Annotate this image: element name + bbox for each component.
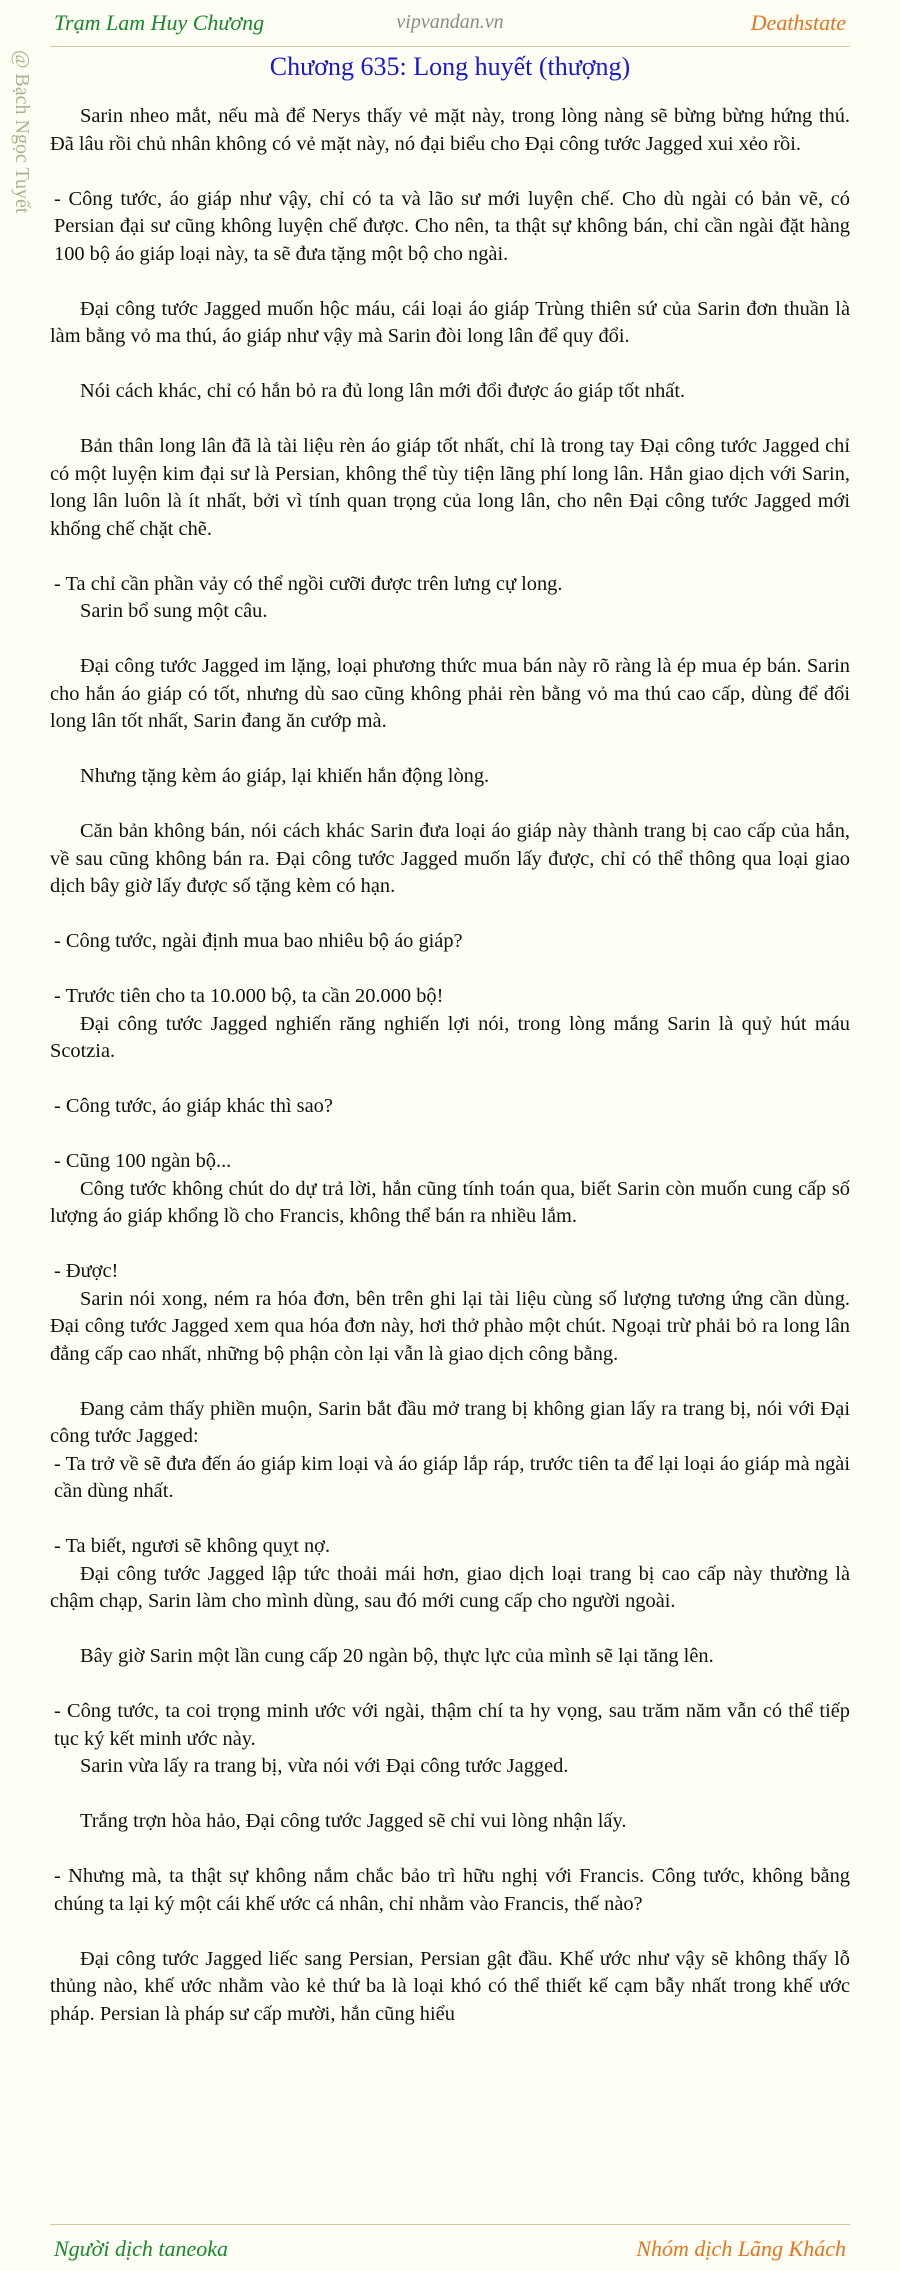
paragraph [50,103,850,158]
paragraph [50,571,850,626]
paragraph-line: Nói cách khác, chỉ có hắn bỏ ra đủ long lân mới đổi được áo giáp tốt nhất. [80,380,686,402]
header-website: vipvandan.vn [396,11,504,33]
paragraph [50,928,850,956]
paragraph-line: Đang cảm thấy phiền muộn, Sarin bắt đầu mở trang bị không gian lấy ra trang bị, nói với Đại công tước Jagged: [50,1397,850,1447]
paragraph-line: - Trước tiên cho ta 10.000 bộ, ta cần 20.000 bộ! [54,985,444,1007]
paragraph [50,433,850,543]
chapter-body [50,103,850,2056]
paragraph-line: Trắng trợn hòa hảo, Đại công tước Jagged sẽ chỉ vui lòng nhận lấy. [80,1810,627,1832]
paragraph [50,1258,850,1368]
paragraph [50,186,850,269]
paragraph [50,296,850,351]
paragraph-line: - Công tước, ta coi trọng minh ước với ngài, thậm chí ta hy vọng, sau trăm năm vẫn có thể tiếp tục ký kết minh ước này. [54,1700,850,1750]
paragraph-line: Đại công tước Jagged lập tức thoải mái hơn, giao dịch loại trang bị cao cấp này thường là chậm chạp, Sarin làm cho mình dùng, sau đó mới cung cấp cho người ngoài. [50,1562,850,1612]
paragraph [50,763,850,791]
paragraph-line: Công tước không chút do dự trả lời, hắn cũng tính toán qua, biết Sarin còn muốn cung cấp số lượng áo giáp khổng lồ cho Francis, không thể bán ra nhiều lắm. [50,1177,850,1227]
page-footer [50,2224,850,2271]
footer-group: Nhóm dịch Lãng Khách [636,2236,846,2261]
header-book-title: Deathstate [750,10,846,35]
paragraph-line: Sarin vừa lấy ra trang bị, vừa nói với Đại công tước Jagged. [80,1755,569,1777]
chapter-title: Chương 635: Long huyết (thượng) [269,52,631,81]
paragraph-line: - Công tước, áo giáp khác thì sao? [54,1095,333,1117]
paragraph [50,1643,850,1671]
paragraph-line: - Được! [54,1260,119,1282]
paragraph [50,1533,850,1616]
paragraph-line: Căn bản không bán, nói cách khác Sarin đưa loại áo giáp này thành trang bị cao cấp của hắn, về sau cũng không bán ra. Đại công tước Jagged muốn lấy được, chỉ có thể thông qua loại giao dịch bây giờ lấy được số tặng kèm có hạn. [50,820,850,897]
paragraph-line: Nhưng tặng kèm áo giáp, lại khiến hắn động lòng. [80,765,490,787]
page-header [50,0,850,47]
footer-translator: Người dịch taneoka [54,2236,229,2261]
side-watermark [10,50,36,270]
paragraph-line: Đại công tước Jagged muốn hộc máu, cái loại áo giáp Trùng thiên sứ của Sarin đơn thuần là làm bằng vỏ ma thú, áo giáp như vậy mà Sarin đòi long lân để quy đổi. [50,297,850,347]
paragraph-line: Bản thân long lân đã là tài liệu rèn áo giáp tốt nhất, chỉ là trong tay Đại công tước Jagged chỉ có một luyện kim đại sư là Persian, không thể tùy tiện lãng phí long lân. Hắn giao dịch với Sarin, long lân luôn là ít nhất, bởi vì tính quan trọng của long lân, cho nên Đại công tước Jagged mới khống chế chặt chẽ. [50,435,850,540]
watermark-text: @ Bạch Ngọc Tuyết [11,50,33,214]
paragraph [50,1093,850,1121]
paragraph [50,378,850,406]
header-site-name: Trạm Lam Huy Chương [54,10,265,35]
paragraph [50,1863,850,1918]
paragraph-line: - Ta trở về sẽ đưa đến áo giáp kim loại và áo giáp lắp ráp, trước tiên ta để lại loại áo giáp mà ngài cần dùng nhất. [54,1452,850,1502]
paragraph-line: Sarin nheo mắt, nếu mà để Nerys thấy vẻ mặt này, trong lòng nàng sẽ bừng bừng hứng thú. Đã lâu rồi chủ nhân không có vẻ mặt này, nó đại biểu cho Đại công tước Jagged xui xẻo rồi. [50,105,850,155]
paragraph [50,983,850,1066]
paragraph [50,1946,850,2029]
paragraph-line: - Công tước, áo giáp như vậy, chỉ có ta và lão sư mới luyện chế. Cho dù ngài có bản vẽ, có Persian đại sư cũng không luyện chế được. Cho nên, ta thật sự không bán, chỉ cần ngài đặt hàng 100 bộ áo giáp loại này, ta sẽ đưa tặng một bộ cho ngài. [54,187,850,265]
paragraph-line: - Ta chỉ cần phần vảy có thể ngồi cưỡi được trên lưng cự long. [54,572,563,595]
paragraph [50,818,850,901]
paragraph-line: - Nhưng mà, ta thật sự không nắm chắc bảo trì hữu nghị với Francis. Công tước, không bằng chúng ta lại ký một cái khế ước cá nhân, chỉ nhằm vào Francis, thế nào? [54,1865,850,1915]
paragraph [50,1698,850,1781]
paragraph [50,1148,850,1231]
paragraph [50,1396,850,1506]
paragraph [50,1808,850,1836]
paragraph-line: Sarin nói xong, ném ra hóa đơn, bên trên ghi lại tài liệu cùng số lượng tương ứng cần dùng. Đại công tước Jagged xem qua hóa đơn này, hơi thở phào một chút. Ngoại trừ phải bỏ ra long lân đẳng cấp cao nhất, những bộ phận còn lại vẫn là giao dịch công bằng. [50,1287,850,1365]
paragraph-line: - Cũng 100 ngàn bộ... [54,1150,232,1172]
paragraph [50,653,850,736]
paragraph-line: Bây giờ Sarin một lần cung cấp 20 ngàn bộ, thực lực của mình sẽ lại tăng lên. [80,1645,714,1667]
paragraph-line: Sarin bổ sung một câu. [80,600,268,622]
paragraph-line: Đại công tước Jagged nghiến răng nghiến lợi nói, trong lòng mắng Sarin là quỷ hút máu Scotzia. [50,1012,850,1062]
paragraph-line: Đại công tước Jagged im lặng, loại phương thức mua bán này rõ ràng là ép mua ép bán. Sarin cho hắn áo giáp có tốt, nhưng dù sao cũng không phải rèn bằng vỏ ma thú cao cấp, dùng để đổi long lân tốt nhất, Sarin đang ăn cướp mà. [50,655,850,732]
paragraph-line: Đại công tước Jagged liếc sang Persian, Persian gật đầu. Khế ước như vậy sẽ không thấy lỗ thủng nào, khế ước nhằm vào kẻ thứ ba là loại khó có thể thiết kế cạm bẫy nhất trong khế ước pháp. Persian là pháp sư cấp mười, hắn cũng hiểu [50,1947,850,2025]
paragraph-line: - Ta biết, ngươi sẽ không quỵt nợ. [54,1535,331,1557]
paragraph-line: - Công tước, ngài định mua bao nhiêu bộ áo giáp? [54,930,463,952]
